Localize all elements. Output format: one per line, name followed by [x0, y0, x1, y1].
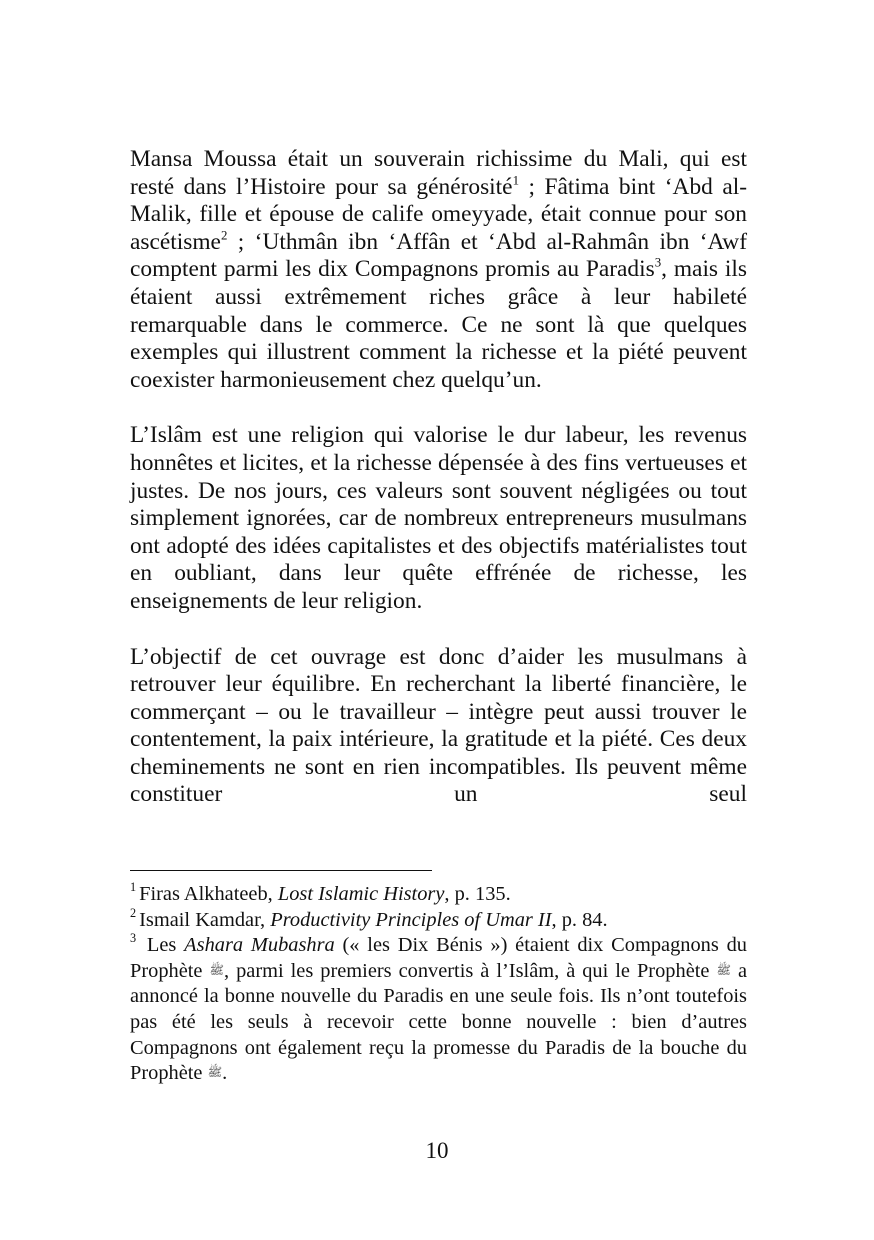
- page-number: 10: [425, 1138, 449, 1163]
- paragraph-1-text-d: , mais ils étaient aussi extrêmement riches grâce à leur habileté remarquable dans le commerce. Ce ne sont là que quelques exemples qui illustrent comment la richesse et la piété peuvent coexister harmonieusement chez quelqu’un.: [130, 256, 747, 393]
- honorific-icon: ﷺ: [209, 962, 224, 977]
- paragraph-3: L’objectif de cet ouvrage est donc d’aider les musulmans à retrouver leur équilibre. En recherchant la liberté financière, le commerçant – ou le travailleur – intègre peut aussi trouver le contentement, la paix intérieure, la gratitude et la piété. Ces deux cheminements ne sont en rien incompatibles. Ils peuvent même constituer un seul: [130, 643, 747, 808]
- paragraph-1: [130, 146, 747, 394]
- honorific-icon: ﷺ: [716, 962, 731, 977]
- footnote-3: [130, 933, 747, 1087]
- footnote-3-text-d: .: [222, 1062, 228, 1085]
- footnote-2-number: 2: [130, 905, 137, 920]
- paragraph-1-text-c: ; ‘Uthmân ibn ‘Affân et ‘Abd al-Rahmân ibn ‘Awf comptent parmi les dix Compagnons promis au Paradis: [130, 228, 747, 283]
- main-text: [130, 146, 747, 809]
- footnote-2-page: , p. 84.: [551, 908, 608, 931]
- paragraph-2: L’Islâm est une religion qui valorise le dur labeur, les revenus honnêtes et licites, et la richesse dépensée à des fins vertueuses et justes. De nos jours, ces valeurs sont souvent négligées ou tout simplement ignorées, car de nombreux entrepreneurs musulmans ont adopté des idées capitalistes et des objectifs matérialistes tout en oubliant, dans leur quête effrénée de richesse, les enseignements de leur religion.: [130, 422, 747, 614]
- footnote-divider: [130, 870, 432, 871]
- footnote-3-text-b: , parmi les premiers convertis à l’Islâm, à qui le Prophète: [223, 959, 717, 982]
- footnote-3-term: Ashara Mubashra: [184, 934, 335, 957]
- footnote-3-text-c: a annoncé la bonne nouvelle du Paradis en une seule fois. Ils n’ont toutefois pas été les seuls à recevoir cette bonne nouvelle : bien d’autres Compagnons ont également reçu la promesse du Paradis de la bouche du Prophète: [130, 959, 747, 1085]
- footnote-1-number: 1: [130, 880, 137, 895]
- footnote-1-author: Firas Alkhateeb,: [139, 883, 278, 905]
- footnote-1: [130, 882, 747, 908]
- footnote-1-title: Lost Islamic History: [277, 883, 445, 905]
- footnotes: [130, 882, 747, 1087]
- footnote-2-author: Ismail Kamdar,: [139, 908, 271, 931]
- footnote-ref-2[interactable]: 2: [220, 228, 228, 243]
- footnote-3-lead: Les: [139, 934, 185, 957]
- footnote-ref-3[interactable]: 3: [654, 255, 662, 270]
- paragraph-1-text-b: ; Fâtima bint ‘Abd al-Malik, fille et épouse de calife omeyyade, était connue pour son ascétisme: [130, 173, 747, 255]
- footnote-ref-1[interactable]: 1: [512, 172, 519, 187]
- footnote-1-page: , p. 135.: [444, 883, 511, 905]
- paragraph-1-text-a: Mansa Moussa était un souverain richissime du Mali, qui est resté dans l’Histoire pour sa générosité: [130, 146, 747, 200]
- footnote-2-title: Productivity Principles of Umar II: [270, 908, 552, 931]
- footnote-3-number: 3: [130, 931, 137, 946]
- footnote-3-text-a: (« les Dix Bénis ») étaient dix Compagnons du Prophète: [130, 934, 747, 982]
- footnote-2: [130, 905, 747, 934]
- honorific-icon: ﷺ: [207, 1065, 223, 1080]
